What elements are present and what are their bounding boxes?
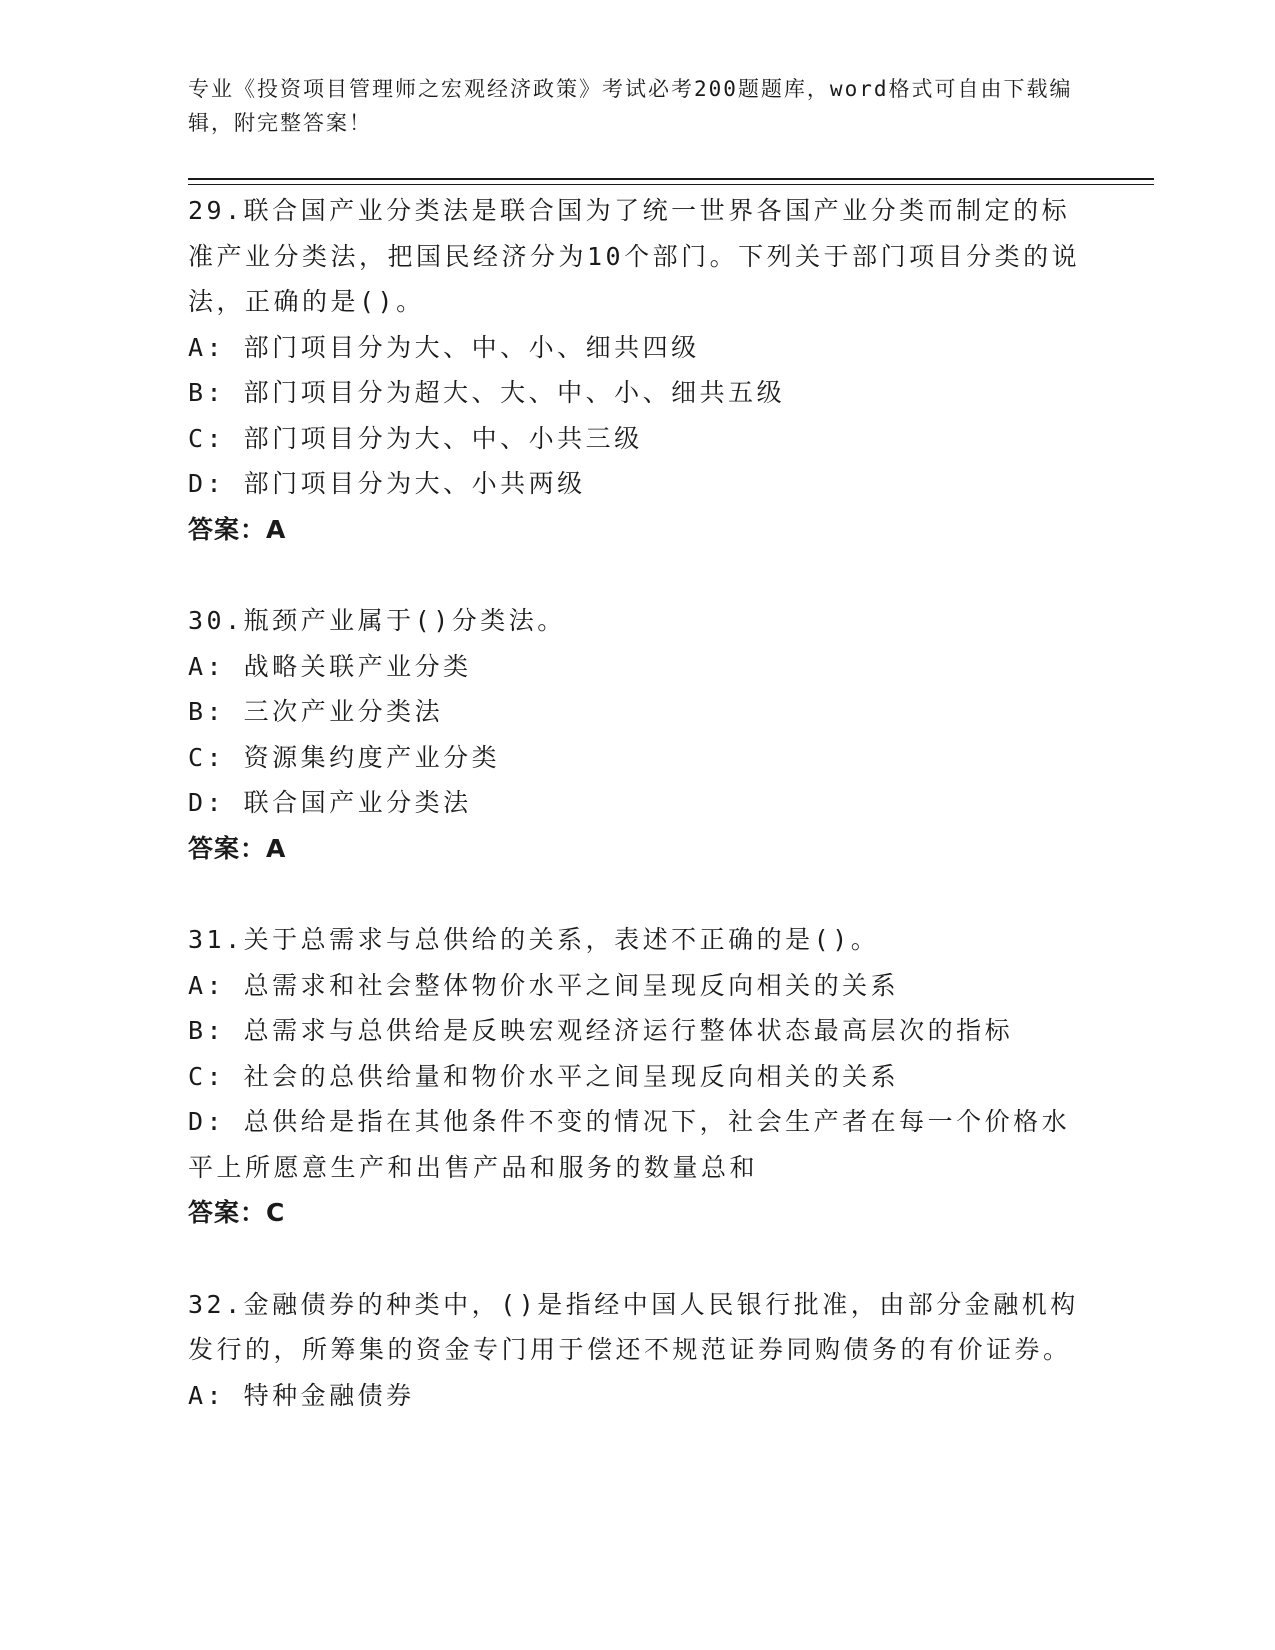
option-d: D: 总供给是指在其他条件不变的情况下，社会生产者在每一个价格水平上所愿意生产和出售产品和服务的数量总和: [188, 1107, 1071, 1182]
header-rule-thick: [188, 178, 1154, 180]
option-a: A: 特种金融债券: [188, 1380, 415, 1410]
option-c: C: 部门项目分为大、中、小共三级: [188, 423, 643, 453]
option-a: A: 部门项目分为大、中、小、细共四级: [188, 332, 700, 362]
option-b: B: 部门项目分为超大、大、中、小、细共五级: [188, 378, 786, 407]
question-list: [188, 188, 1088, 1418]
option-b: B: 三次产业分类法: [188, 697, 444, 726]
answer-label: 答案：A: [188, 514, 287, 544]
option-a: A: 总需求和社会整体物价水平之间呈现反向相关的关系: [188, 970, 900, 1000]
answer-label: 答案：C: [188, 1198, 286, 1227]
question-stem: 31.关于总需求与总供给的关系，表述不正确的是()。: [188, 925, 880, 954]
option-c: C: 社会的总供给量和物价水平之间呈现反向相关的关系: [188, 1061, 900, 1091]
question-29: [188, 188, 1088, 552]
question-32: [188, 1282, 1088, 1419]
option-d: D: 联合国产业分类法: [188, 788, 472, 817]
question-30: [188, 598, 1088, 871]
document-header: 专业《投资项目管理师之宏观经济政策》考试必考200题题库，word格式可自由下载编辑，附完整答案！: [188, 77, 1073, 135]
option-b: B: 总需求与总供给是反映宏观经济运行整体状态最高层次的指标: [188, 1016, 1014, 1045]
answer-label: 答案：A: [188, 833, 287, 863]
option-d: D: 部门项目分为大、小共两级: [188, 469, 586, 498]
question-31: [188, 917, 1088, 1236]
question-stem: 29.联合国产业分类法是联合国为了统一世界各国产业分类而制定的标准产业分类法，把国民经济分为10个部门。下列关于部门项目分类的说法，正确的是()。: [188, 196, 1081, 316]
question-stem: 30.瓶颈产业属于()分类法。: [188, 606, 566, 635]
header-rule-thin: [188, 184, 1154, 185]
option-a: A: 战略关联产业分类: [188, 651, 472, 681]
option-c: C: 资源集约度产业分类: [188, 742, 501, 772]
question-stem: 32.金融债券的种类中，()是指经中国人民银行批准，由部分金融机构发行的，所筹集的资金专门用于偿还不规范证券同购债务的有价证券。: [188, 1289, 1079, 1364]
